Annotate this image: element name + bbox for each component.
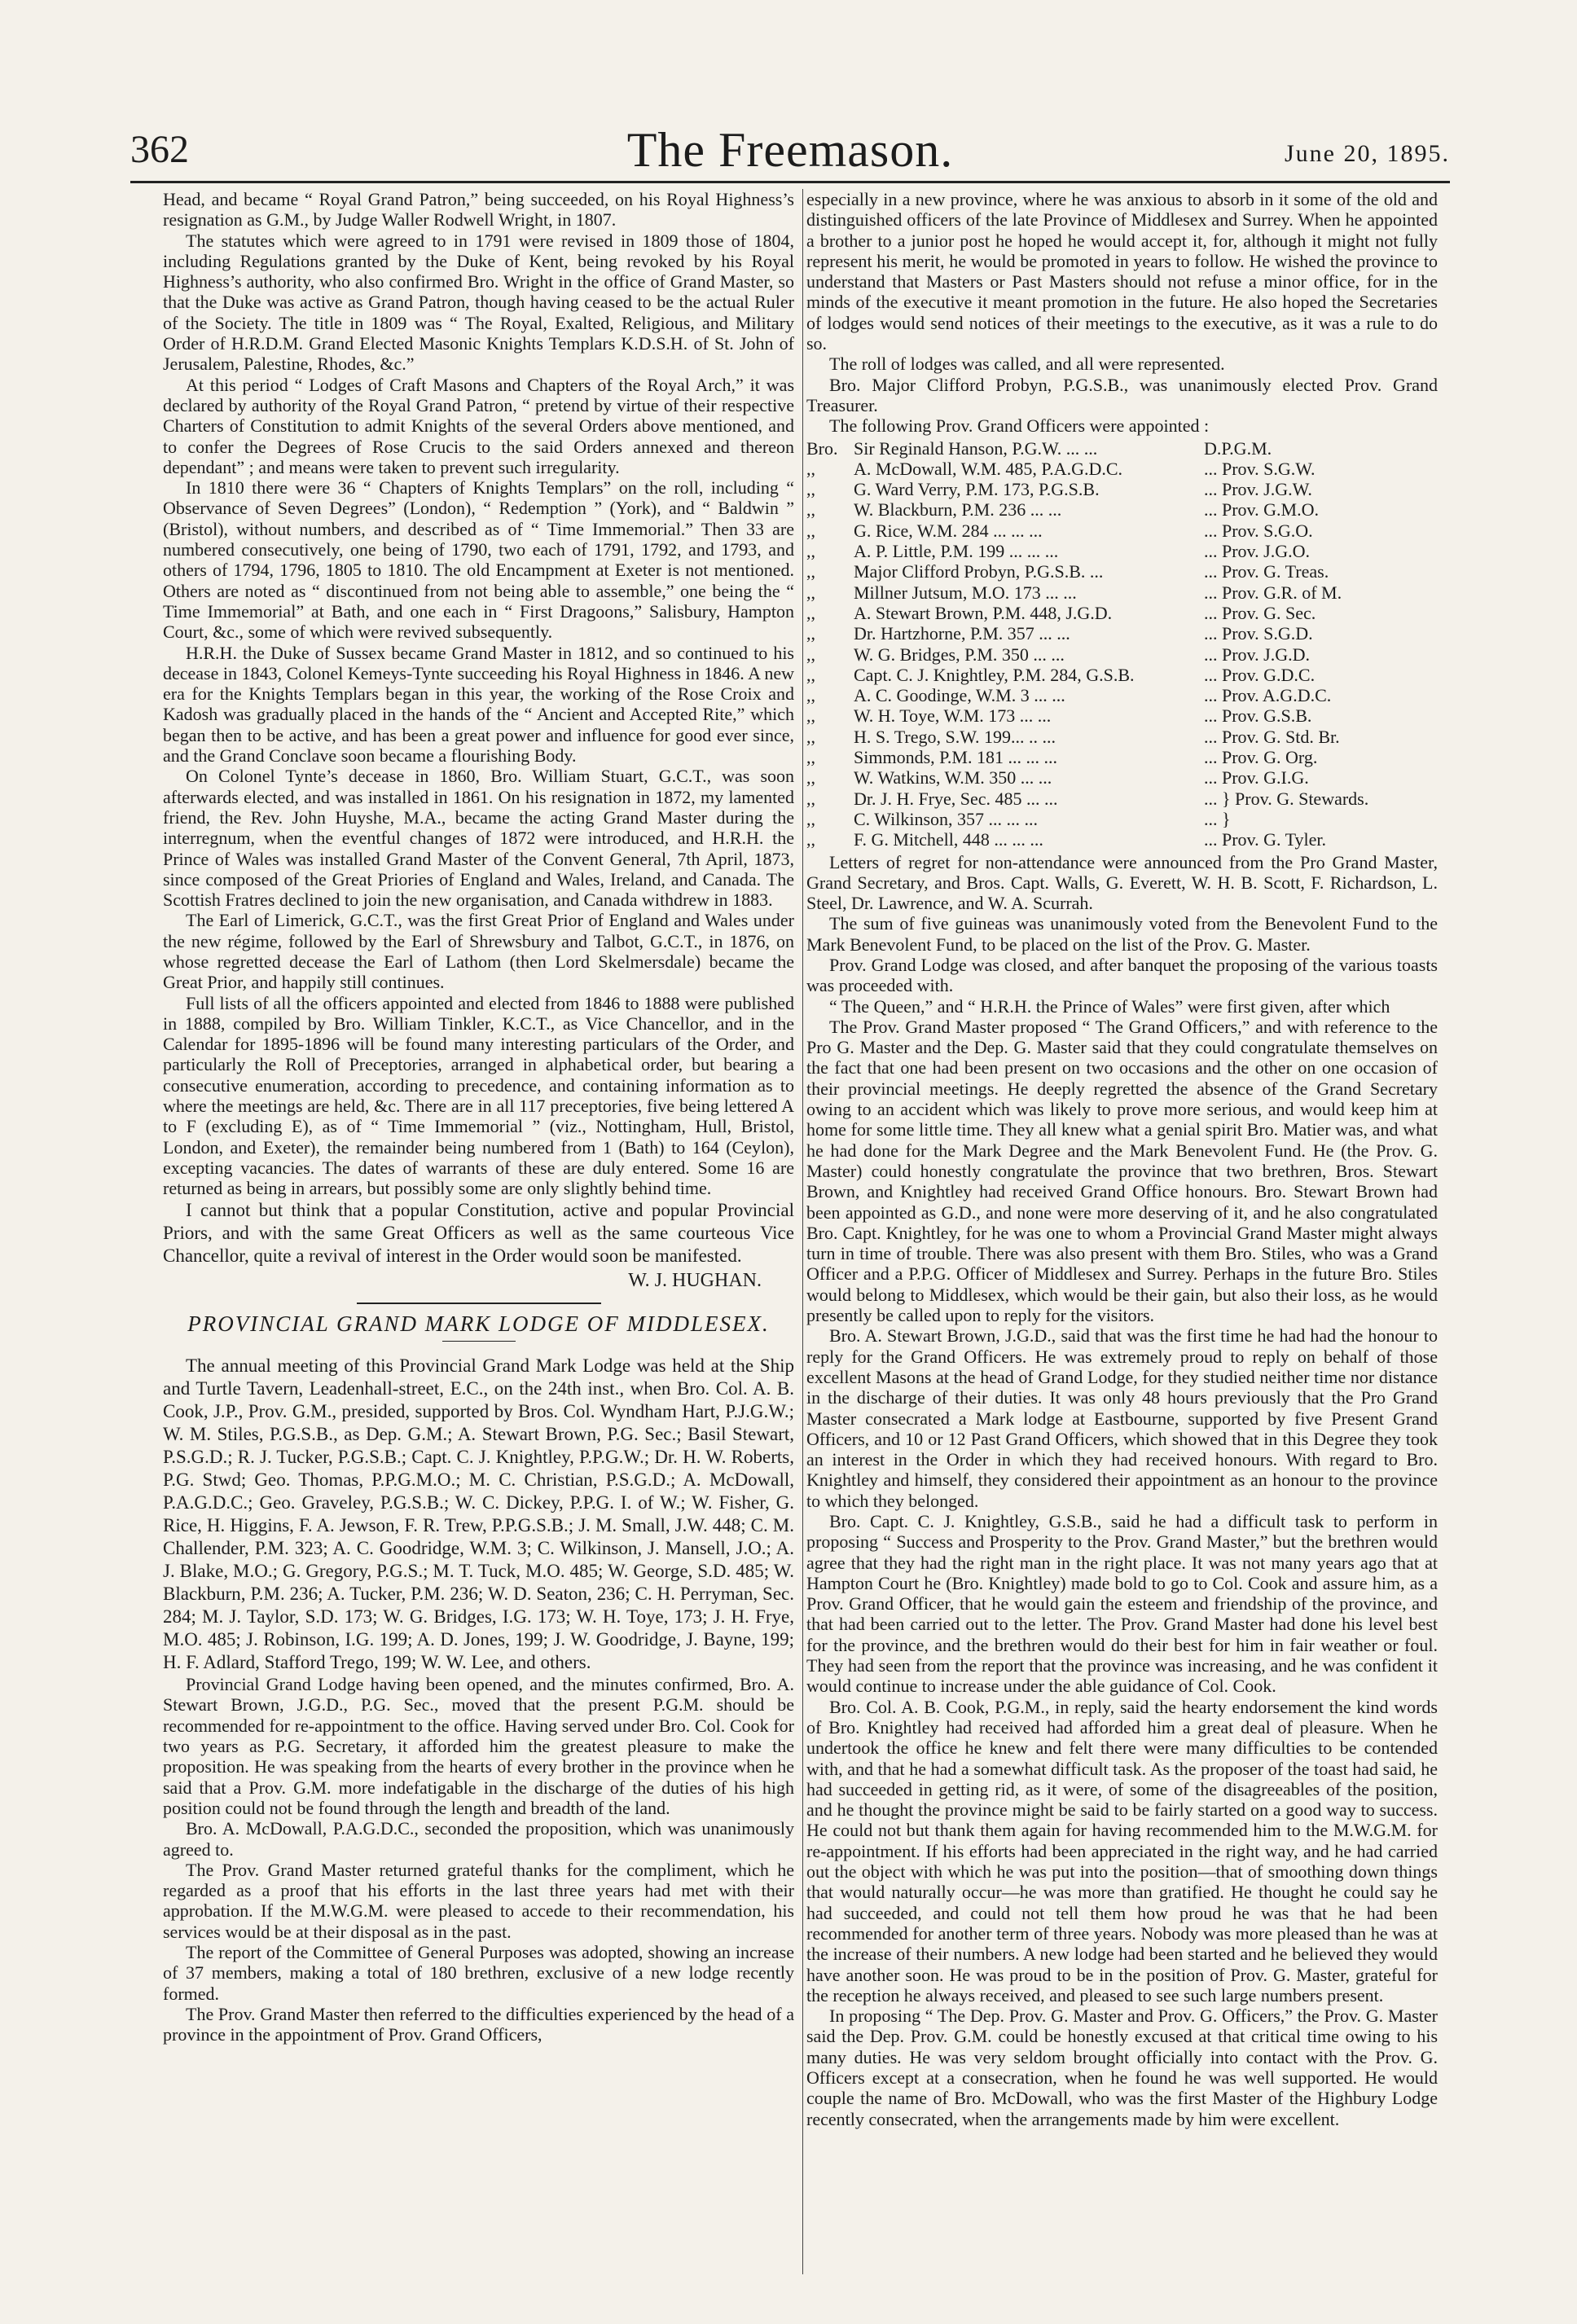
officer-office: ... Prov. A.G.D.C.	[1204, 685, 1332, 706]
officer-row	[806, 623, 1438, 644]
officer-name: Simmonds, P.M. 181 ... ... ...	[854, 747, 1057, 768]
officer-row	[806, 438, 1438, 459]
section-divider	[357, 1303, 601, 1304]
officer-office: ... Prov. G. Treas.	[1204, 561, 1329, 582]
paragraph: The Prov. Grand Master returned grateful thanks for the compliment, which he regarded as a proof that his efforts in the last three years had met with their approbation. If the M.W.G.M. were pleased to accede to their recommendation, his services would be at their disposal as in the past.	[163, 1859, 794, 1942]
left-column	[163, 189, 794, 2045]
paragraph: The sum of five guineas was unanimously voted from the Benevolent Fund to the Mark Benevolent Fund, to be placed on the list of the Prov. G. Master.	[806, 913, 1438, 955]
officer-office: ... Prov. S.G.D.	[1204, 623, 1313, 644]
officer-name: W. Watkins, W.M. 350 ... ...	[854, 767, 1052, 789]
paragraph: Bro. Major Clifford Probyn, P.G.S.B., was unanimously elected Prov. Grand Treasurer.	[806, 374, 1438, 415]
officer-row	[806, 499, 1438, 520]
paragraph: Bro. A. McDowall, P.A.G.D.C., seconded the proposition, which was unanimously agreed to.	[163, 1818, 794, 1860]
page-number: 362	[130, 128, 189, 171]
officer-row	[806, 665, 1438, 685]
officer-office: ... Prov. G.M.O.	[1204, 499, 1319, 521]
officer-office: ... Prov. S.G.W.	[1204, 458, 1316, 479]
officer-prefix: ,,	[806, 499, 815, 521]
officer-office: ... Prov. J.G.O.	[1204, 541, 1310, 562]
officer-prefix: ,,	[806, 788, 815, 809]
paragraph: Bro. Col. A. B. Cook, P.G.M., in reply, said the hearty endorsement the kind words of Bro. Knightley had received had afforded him a great deal of pleasure. When he undertook the office he knew and felt there were many difficulties to be contended with, and that he had a somewhat difficult task. As the proposer of the toast had said, he had succeeded in getting rid, as it were, of some of the disagreeables of the position, and he thought the province might be said to be fairly started on a good way to success. He could not but thank them again for having recommended him to the M.W.G.M. for re-appointment. If his efforts had been appreciated in the right way, and he had carried out the object with which he was put into the position—that of smoothing down things that would naturally occur—he was more than gratified. He thought he could say he had succeeded, and could not tell them how proud he was that he had been recommended for another term of three years. Nobody was more pleased than he was at the increase of their numbers. A new lodge had been started and he believed they would have another soon. He was proud to be in the position of Prov. G. Master, grateful for the reception he always received, and pleased to see such large numbers present.	[806, 1696, 1438, 2005]
officer-row	[806, 705, 1438, 726]
officer-row	[806, 789, 1438, 809]
officer-prefix: ,,	[806, 664, 815, 685]
header-rule	[130, 181, 1450, 183]
officer-name: W. G. Bridges, P.M. 350 ... ...	[854, 644, 1065, 665]
paragraph: Head, and became “ Royal Grand Patron,” being succeeded, on his Royal Highness’s resignation as G.M., by Judge Waller Rodwell Wright, in 1807.	[163, 189, 794, 231]
officer-prefix: ,,	[806, 644, 815, 665]
officer-prefix: ,,	[806, 582, 815, 603]
officer-prefix: ,,	[806, 829, 815, 850]
officer-row	[806, 561, 1438, 582]
paragraph: At this period “ Lodges of Craft Masons and Chapters of the Royal Arch,” it was declared by authority of the Royal Grand Patron, “ pretend by virtue of their respective Charters of Constitution to admit Knights of the several Orders above mentioned, and to confer the Degrees of Rose Crucis to the said Orders annexed and thereon dependant” ; and means were taken to prevent such irregularity.	[163, 374, 794, 477]
paragraph: In proposing “ The Dep. Prov. G. Master and Prov. G. Officers,” the Prov. G. Master said the Dep. Prov. G.M. could be honestly excused at that critical time owing to his many duties. He was very seldom brought officially into contact with the Prov. G. Officers except at a consecration, when he found he was well supported. He would couple the name of Bro. McDowall, who was the first Master of the Highbury Lodge recently consecrated, when the arrangements made by him were excellent.	[806, 2005, 1438, 2129]
officer-name: Major Clifford Probyn, P.G.S.B. ...	[854, 561, 1104, 582]
officer-office: ... Prov. G.R. of M.	[1204, 582, 1342, 603]
officer-prefix: ,,	[806, 541, 815, 562]
officer-office: ... Prov. J.G.W.	[1204, 479, 1312, 500]
officer-office: ... Prov. G. Std. Br.	[1204, 726, 1340, 747]
officer-prefix: ,,	[806, 623, 815, 644]
officer-prefix: ,,	[806, 561, 815, 582]
officer-prefix: ,,	[806, 726, 815, 747]
officer-row	[806, 582, 1438, 603]
officer-row	[806, 685, 1438, 705]
officer-office: ... Prov. J.G.D.	[1204, 644, 1310, 665]
officer-row	[806, 809, 1438, 829]
masthead-title: The Freemason.	[626, 123, 954, 177]
officer-row	[806, 829, 1438, 850]
paragraph: I cannot but think that a popular Constitution, active and popular Provincial Priors, and with the same Great Officers as well as the same courteous Vice Chancellor, quite a revival of interest in the Order would soon be manifested.	[163, 1199, 794, 1266]
paragraph: The Earl of Limerick, G.C.T., was the first Great Prior of England and Wales under the new régime, followed by the Earl of Shrewsbury and Talbot, G.C.T., in 1876, on whose regretted decease the Earl of Lathom (then Lord Skelmersdale) became the Great Prior, and happily still continues.	[163, 910, 794, 993]
officer-prefix: Bro.	[806, 437, 838, 459]
paragraph: The roll of lodges was called, and all were represented.	[829, 354, 1225, 375]
paragraph: The following Prov. Grand Officers were appointed :	[829, 415, 1210, 437]
officer-name: Dr. Hartzhorne, P.M. 357 ... ...	[854, 623, 1070, 644]
paragraph: especially in a new province, where he was anxious to absorb in it some of the old and distinguished officers of the late Province of Middlesex and Surrey. When he appointed a brother to a junior post he hoped he would accept it, for, although it might not fully represent his merit, he would be promoted in years to follow. He wished the province to understand that Masters or Past Masters should not refuse a minor office, for in the minds of the executive it meant promotion in the future. He also hoped the Secretaries of lodges would send notices of their meetings to the executive, as it was a rule to do so.	[806, 189, 1438, 354]
officer-prefix: ,,	[806, 458, 815, 479]
officer-prefix: ,,	[806, 705, 815, 727]
officer-prefix: ,,	[806, 602, 815, 623]
officer-prefix: ,,	[806, 685, 815, 706]
officer-prefix: ,,	[806, 767, 815, 789]
author-signature: W. J. HUGHAN.	[628, 1269, 762, 1291]
officer-office: ... } Prov. G. Stewards.	[1204, 788, 1369, 809]
officer-name: A. McDowall, W.M. 485, P.A.G.D.C.	[854, 458, 1123, 479]
officer-prefix: ,,	[806, 808, 815, 829]
officer-name: Capt. C. J. Knightley, P.M. 284, G.S.B.	[854, 664, 1135, 685]
officer-row	[806, 541, 1438, 561]
officer-prefix: ,,	[806, 747, 815, 768]
officer-name: Dr. J. H. Frye, Sec. 485 ... ...	[854, 788, 1058, 809]
officer-office: ... Prov. G.D.C.	[1204, 664, 1316, 685]
paragraph: “ The Queen,” and “ H.R.H. the Prince of Wales” were first given, after which	[829, 995, 1390, 1017]
officer-name: F. G. Mitchell, 448 ... ... ...	[854, 829, 1043, 850]
officer-office: D.P.G.M.	[1204, 437, 1272, 459]
paragraph: H.R.H. the Duke of Sussex became Grand Master in 1812, and so continued to his decease in 1843, Colonel Kemeys-Tynte succeeding his Royal Highness in 1846. A new era for the Knights Templars began in this year, the working of the Rose Croix and Kadosh was gradually placed in the hands of the “ Ancient and Accepted Rite,” which began then to be active, and has been a great power and influence for good ever since, and the Grand Conclave soon became a flourishing Body.	[163, 642, 794, 767]
officer-name: A. Stewart Brown, P.M. 448, J.G.D.	[854, 602, 1113, 623]
officer-name: Millner Jutsum, M.O. 173 ... ...	[854, 582, 1077, 603]
officer-row	[806, 767, 1438, 788]
paragraph: Letters of regret for non-attendance were announced from the Pro Grand Master, Grand Secretary, and Bros. Capt. Walls, G. Everett, W. H. B. Scott, F. Richardson, L. Steel, Dr. Lawrence, and W. A. Scurrah.	[806, 851, 1438, 914]
officers-list	[806, 438, 1438, 850]
officer-office: ... }	[1204, 808, 1231, 829]
officer-name: W. Blackburn, P.M. 236 ... ...	[854, 499, 1062, 521]
officer-row	[806, 479, 1438, 499]
right-column	[806, 189, 1438, 2129]
paragraph: Bro. A. Stewart Brown, J.G.D., said that was the first time he had had the honour to reply for the Grand Officers. He was extremely proud to reply on behalf of those excellent Masons at the head of Grand Lodge, for they studied neither time nor distance in the discharge of their duties. It was only 48 hours previously that the Pro Grand Master consecrated a Mark lodge at Eastbourne, supported by five Present Grand Officers, and 10 or 12 Past Grand Officers, which showed that in this Degree they took an interest in the Order in which they had received honours. With regard to Bro. Knightley and himself, they considered their appointment as an honour to the province to which they belonged.	[806, 1325, 1438, 1511]
officer-row	[806, 521, 1438, 541]
officer-office: ... Prov. G. Sec.	[1204, 602, 1316, 623]
officer-row	[806, 459, 1438, 479]
paragraph: On Colonel Tynte’s decease in 1860, Bro. William Stuart, G.C.T., was soon afterwards elected, and was installed in 1861. On his resignation in 1872, my lamented friend, the Rev. John Huyshe, M.A., became the acting Grand Master during the interregnum, when the eventful changes of 1872 were introduced, and H.R.H. the Prince of Wales was installed Grand Master of the Convent General, 7th April, 1873, since composed of the Great Priories of England and Wales, Ireland, and Canada. The Scottish Fratres declined to join the new organisation, and Canada withdrew in 1883.	[163, 766, 794, 911]
officer-prefix: ,,	[806, 479, 815, 500]
page-header	[130, 122, 1450, 187]
issue-date: June 20, 1895.	[1285, 140, 1450, 167]
paragraph: The annual meeting of this Provincial Grand Mark Lodge was held at the Ship and Turtle Tavern, Leadenhall-street, E.C., on the 24th inst., when Bro. Col. A. B. Cook, J.P., Prov. G.M., presided, supported by Bros. Col. Wyndham Hart, P.J.G.W.; W. M. Stiles, P.G.S.B., as Dep. G.M.; A. Stewart Brown, P.G. Sec.; Basil Stewart, P.S.G.D.; R. J. Tucker, P.G.S.B.; Capt. C. J. Knightley, P.P.G.W.; Dr. H. W. Roberts, P.G. Stwd; Geo. Thomas, P.P.G.M.O.; M. C. Christian, P.S.G.D.; A. McDowall, P.A.G.D.C.; Geo. Graveley, P.G.S.B.; W. C. Dickey, P.P.G. I. of W.; W. Fisher, G. Rice, H. Higgins, F. A. Jewson, F. R. Trew, P.P.G.S.B.; J. M. Small, J.W. 448; C. M. Challender, P.M. 323; A. C. Goodridge, W.M. 3; C. Wilkinson, J. Mansell, J.O.; A. J. Blake, M.O.; G. Gregory, P.G.S.; M. T. Tuck, M.O. 485; W. George, S.D. 485; W. Blackburn, P.M. 236; A. Tucker, P.M. 236; W. D. Seaton, 236; C. H. Perryman, Sec. 284; M. J. Taylor, S.D. 173; W. G. Bridges, I.G. 173; W. H. Toye, 173; J. H. Frye, M.O. 485; J. Robinson, I.G. 199; A. D. Jones, 199; J. W. Goodridge, J. Bayne, 199; H. F. Adlard, Stafford Trego, 199; W. W. Lee, and others.	[163, 1355, 794, 1673]
officer-row	[806, 747, 1438, 767]
paragraph: In 1810 there were 36 “ Chapters of Knights Templars” on the roll, including “ Observance of Seven Degrees” (London), “ Redemption ” (York), and “ Baldwin ” (Bristol), without numbers, and described as of “ Time Immemorial.” Then 33 are numbered consecutively, one being of 1790, two each of 1791, 1792, and 1793, and others of 1794, 1796, 1805 to 1810. The old Encampment at Exeter is not mentioned. Others are noted as “ discontinued from not being able to assemble,” one being the “ Time Immemorial” at Bath, and one each in “ First Dragoons,” Salisbury, Hampton Court, &c., some of which were revived subsequently.	[163, 477, 794, 643]
heading-underline	[442, 1341, 516, 1342]
officer-row	[806, 727, 1438, 747]
officer-office: ... Prov. G. Tyler.	[1204, 829, 1327, 850]
column-divider	[802, 189, 803, 2274]
officer-office: ... Prov. G. Org.	[1204, 747, 1318, 768]
paragraph: The statutes which were agreed to in 1791 were revised in 1809 those of 1804, including Regulations granted by the Duke of Kent, being revoked by his Royal Highness’s authority, who also confirmed Bro. Wright in the office of Grand Master, so that the Duke was active as Grand Patron, though having ceased to be the actual Ruler of the Society. The title in 1809 was “ The Royal, Exalted, Religious, and Military Order of H.R.D.M. Grand Elected Masonic Knights Templars K.D.S.H. of St. John of Jerusalem, Palestine, Rhodes, &c.”	[163, 230, 794, 375]
officer-name: C. Wilkinson, 357 ... ... ...	[854, 808, 1039, 829]
officer-name: A. C. Goodinge, W.M. 3 ... ...	[854, 685, 1065, 706]
officer-name: W. H. Toye, W.M. 173 ... ...	[854, 705, 1052, 727]
paragraph: The report of the Committee of General Purposes was adopted, showing an increase of 37 members, making a total of 180 brethren, exclusive of a new lodge recently formed.	[163, 1942, 794, 2004]
officer-name: Sir Reginald Hanson, P.G.W. ... ...	[854, 437, 1098, 459]
paragraph: Full lists of all the officers appointed and elected from 1846 to 1888 were published in 1888, compiled by Bro. William Tinkler, K.C.T., as Vice Chancellor, and in the Calendar for 1895-1896 will be found many interesting particulars of the Order, and particularly the Roll of Preceptories, arranged in alphabetical order, but bearing a consecutive enumeration, according to precedence, and containing information as to where the meetings are held, &c. There are in all 117 preceptories, five being lettered A to F (excluding E), as of “ Time Immemorial ” (viz., Nottingham, Hull, Bristol, London, and Exeter), the remainder being numbered from 1 (Bath) to 164 (Ceylon), excepting vacancies. The dates of warrants of these are duly entered. Some 16 are returned as being in arrears, but possibly some are only slightly behind time.	[163, 992, 794, 1199]
officer-office: ... Prov. G.S.B.	[1204, 705, 1312, 727]
section-heading: PROVINCIAL GRAND MARK LODGE OF MIDDLESEX.	[187, 1311, 770, 1336]
officer-office: ... Prov. S.G.O.	[1204, 520, 1313, 541]
officer-name: G. Rice, W.M. 284 ... ... ...	[854, 520, 1043, 541]
paragraph: Provincial Grand Lodge having been opened, and the minutes confirmed, Bro. A. Stewart Brown, J.G.D., P.G. Sec., moved that the present P.G.M. should be recommended for re-appointment to the office. Having served under Bro. Col. Cook for two years as P.G. Secretary, it afforded him the greatest pleasure to make the proposition. He was speaking from the hearts of every brother in the province when he said that a Prov. G.M. more indefatigable in the discharge of the duties of his high position could not be found through the length and breadth of the land.	[163, 1674, 794, 1818]
officer-prefix: ,,	[806, 520, 815, 541]
paragraph: The Prov. Grand Master proposed “ The Grand Officers,” and with reference to the Pro G. Master and the Dep. G. Master said that they could congratulate themselves on the fact that one had been present on two occasions and the other on one occasion of their provincial meetings. He deeply regretted the absence of the Grand Secretary owing to an accident which was likely to prove more serious, and would keep him at home for some little time. They all knew what a genial spirit Bro. Matier was, and what he had done for the Mark Degree and the Mark Benevolent Fund. He (the Prov. G. Master) could honestly congratulate the province that two brethren, Bros. Stewart Brown, and Knightley had received Grand Office honours. Bro. Stewart Brown had been appointed as G.D., and none were more deserving of it, and he also congratulated Bro. Capt. Knightley, for he was one to whom a Provincial Grand Master might always turn in time of trouble. There was also present with them Bro. Stiles, who was a Grand Officer and a P.P.G. Officer of Middlesex and Surrey. Perhaps in the future Bro. Stiles would belong to Middlesex, which would be their gain, but also their loss, as he would presently be called upon to reply for the visitors.	[806, 1016, 1438, 1326]
officer-name: A. P. Little, P.M. 199 ... ... ...	[854, 541, 1059, 562]
officer-row	[806, 603, 1438, 623]
officer-row	[806, 644, 1438, 665]
paragraph: Prov. Grand Lodge was closed, and after banquet the proposing of the various toasts was proceeded with.	[806, 954, 1438, 996]
officer-name: H. S. Trego, S.W. 199... .. ...	[854, 726, 1056, 747]
officer-office: ... Prov. G.I.G.	[1204, 767, 1309, 789]
paragraph: Bro. Capt. C. J. Knightley, G.S.B., said he had a difficult task to perform in proposing “ Success and Prosperity to the Prov. Grand Master,” but the brethren would agree that they had the right man in the right place. It was not many years ago that at Hampton Court he (Bro. Knightley) made bold to go to Col. Cook and assure him, as a Prov. Grand Officer, that he would gain the esteem and friendship of the province, and that had been carried out to the letter. The Prov. Grand Master had done his level best for the province, and the brethren would do their best for him in fair weather or foul. They had seen from the report that the province was increasing, and he was confident it would continue to increase under the able guidance of Col. Cook.	[806, 1511, 1438, 1697]
officer-name: G. Ward Verry, P.M. 173, P.G.S.B.	[854, 479, 1100, 500]
paragraph: The Prov. Grand Master then referred to the difficulties experienced by the head of a province in the appointment of Prov. Grand Officers,	[163, 2003, 794, 2045]
